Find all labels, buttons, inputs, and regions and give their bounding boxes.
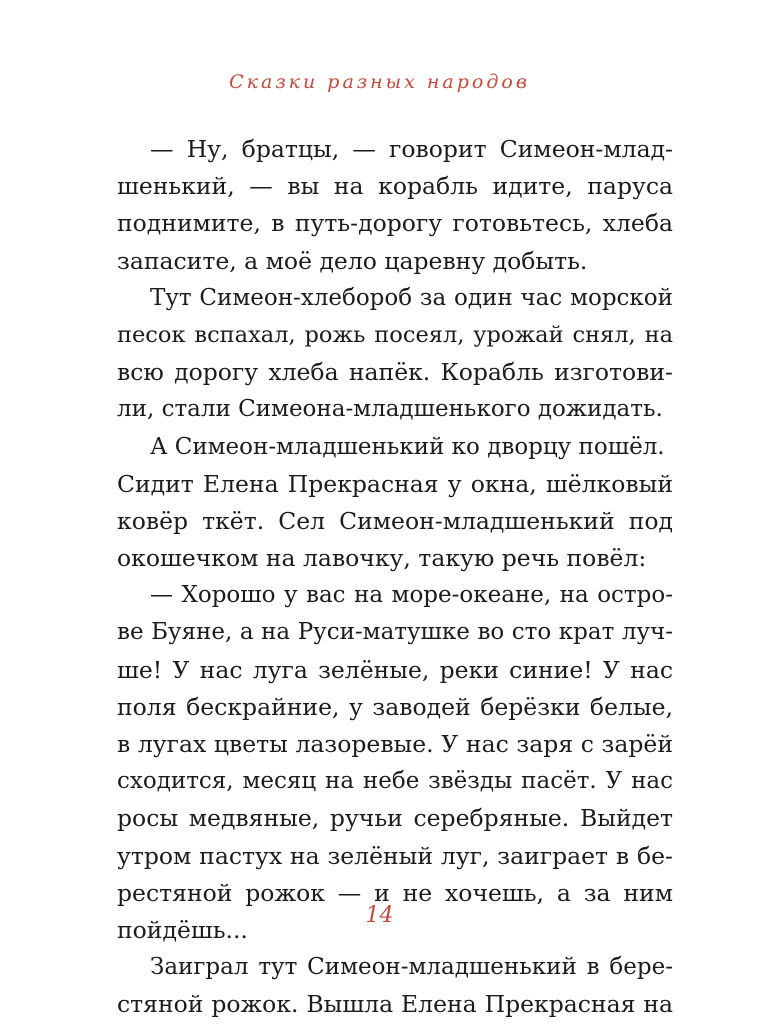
text-line: всю дорогу хлеба напёк. Корабль изготови- [117,358,673,387]
text-line: поля бескрайние, у заводей берёзки белые, [117,692,673,721]
text-line: ше! У нас луга зелёные, реки синие! У нас [117,655,673,684]
text-line: запасите, а моё дело царевну добыть. [117,246,588,275]
text-line: Тут Симеон-хлебороб за один час морской [150,284,673,311]
text-line: Сидит Елена Прекрасная у окна, шёлковый [117,469,673,498]
text-line: — Ну, братцы, — говорит Симеон-млад- [150,135,673,163]
text-line: поднимите, в путь-дорогу готовьтесь, хлеба [117,209,673,238]
text-line: шенький, — вы на корабль идите, паруса [117,172,673,201]
body-text [117,131,673,1024]
text-line: ве Буяне, а на Руси-матушке во сто крат луч- [117,619,673,646]
running-head: Сказки разных народов [229,71,530,93]
text-line: утром пастух на зелёный луг, заиграет в бе- [117,841,673,870]
text-line: Заиграл тут Симеон-младшенький в бере- [150,954,673,981]
text-line: росы медвяные, ручьи серебряные. Выйдет [117,804,673,833]
text-line: в лугах цветы лазоревые. У нас заря с зарёй [117,730,673,758]
text-line: окошечком на лавочку, такую речь повёл: [117,544,647,573]
page-number: 14 [365,903,394,928]
text-line: — Хорошо у вас на море-океане, на остро- [150,582,673,609]
text-line: песок вспахал, рожь посеял, урожай снял, на [117,321,673,348]
text-line: ковёр ткёт. Сел Симеон-младшенький под [117,506,673,535]
text-line: рестяной рожок — и не хочешь, а за ним [117,878,673,907]
text-line: ли, стали Симеона-младшенького дожидать. [117,396,663,423]
text-line: сходится, месяц на небе звёзды пасёт. У нас [117,768,673,795]
text-line: стяной рожок. Вышла Елена Прекрасная на [117,990,673,1019]
text-line: пойдёшь... [117,915,248,944]
text-line: А Симеон-младшенький ко дворцу пошёл. [150,433,665,460]
